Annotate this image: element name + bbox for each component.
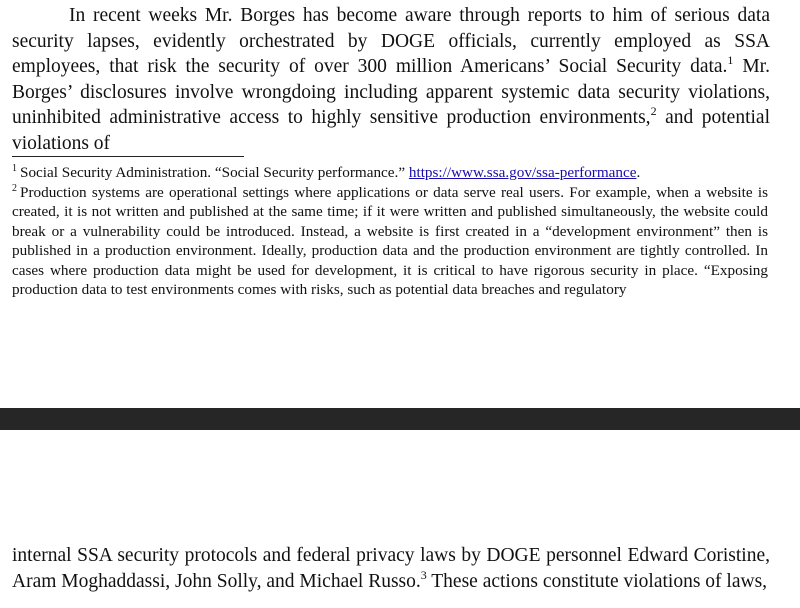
paragraph-text: In recent weeks Mr. Borges has become aware through reports to him of serious data security lapses, evidently orchestrated by DOGE officials, currently employed as SSA employees, that risk the security of over 300 million Americans’ Social Security data.: [12, 5, 770, 77]
footnote-text: Production systems are operational settings where applications or data serve real users. For example, when a website is created, it is not written and published at the same time; if it were written and published simultaneously, the website could break or a vulnerability could be introduced. Instead, a website is first created in a “development environment” then is published in a production environment. Ideally, production data and the production environment are tightly controlled. In cases where production data might be used for development, it is critical to have rigorous security in place. “Exposing production data to test environments comes with risks, such as potential data breaches and regulatory: [12, 183, 768, 298]
footnote-ref-2[interactable]: 2: [650, 104, 657, 118]
footnote-ref-1[interactable]: 1: [727, 53, 734, 67]
footnote-ref-3[interactable]: 3: [420, 567, 427, 582]
body-paragraph-continued: [12, 543, 770, 594]
paragraph-text: These actions constitute violations of laws,: [426, 570, 768, 592]
footnote-text-end: .: [636, 164, 641, 181]
page-break-bar: [0, 408, 800, 430]
paragraph-text: Mr. Borges’ disclosures involve wrongdoing including apparent systemic data security violations, uninhibited administrative access to highly sensitive production environments,: [12, 56, 770, 128]
footnotes-section: [12, 163, 768, 300]
body-paragraph: [12, 3, 770, 156]
footnote-number: 1: [12, 163, 17, 174]
paragraph-text: and potential violations of: [12, 107, 770, 154]
footnote-link[interactable]: https://www.ssa.gov/ssa-performance: [408, 164, 637, 181]
footnote-2: [12, 183, 768, 300]
footnote-1: [12, 163, 768, 183]
paragraph-text: internal SSA security protocols and federal privacy laws by DOGE personnel Edward Coristine, Aram Moghaddassi, John Solly, and Michael Russo.: [12, 545, 770, 592]
footnote-number: 2: [12, 182, 17, 194]
footnote-divider: [12, 156, 244, 157]
footnote-text: Social Security Administration. “Social Security performance.”: [20, 164, 409, 181]
